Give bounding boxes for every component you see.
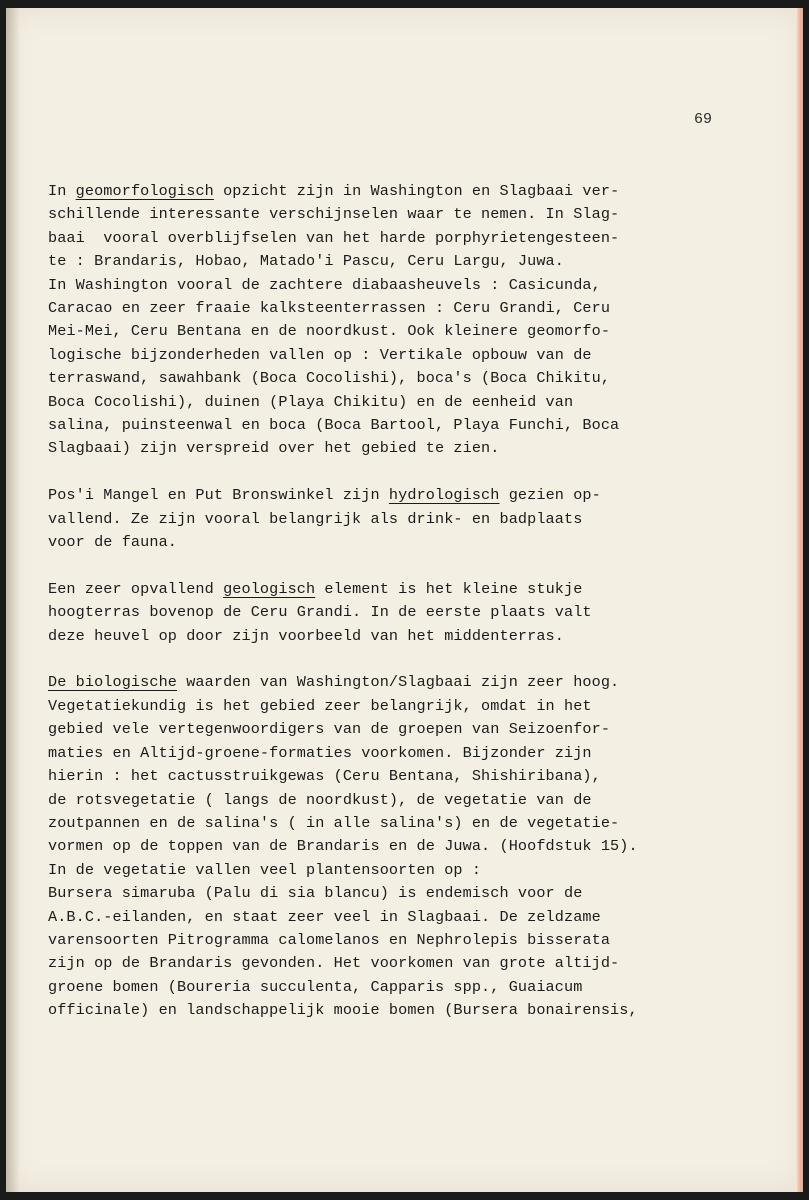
line-text: opzicht zijn in Washington en Slagbaai ver- [213,182,620,200]
text-line [48,906,788,929]
line-text: Slagbaai) zijn verspreid over het gebied te zien. [48,439,500,458]
line-text: Boca Cocolishi), duinen (Playa Chikitu) en de eenheid van [48,392,574,411]
underlined-term: hydrologisch [388,486,500,505]
text-line [48,531,788,554]
text-line [48,437,788,460]
text-line [48,929,788,952]
line-text: zoutpannen en de salina's ( in alle salina's) en de vegetatie- [48,813,620,832]
line-text: Bursera simaruba (Palu di sia blancu) is endemisch voor de [48,884,583,903]
line-text: de rotsvegetatie ( langs de noordkust), de vegetatie van de [48,790,592,809]
text-line [48,859,788,882]
text-line [48,765,788,788]
text-line [48,695,788,718]
text-line [48,671,788,694]
line-text: In Washington vooral de zachtere diabaasheuvels : Casicunda, [48,275,601,294]
underlined-term: geologisch [223,579,316,598]
line-text: waarden van Washington/Slagbaai zijn zeer hoog. [177,673,620,692]
paragraph [48,180,788,461]
line-text: salina, puinsteenwal en boca (Boca Bartool, Playa Funchi, Boca [48,416,620,435]
line-text: gezien op- [499,486,601,505]
line-text: Pos'i Mangel en Put Bronswinkel zijn [48,486,389,505]
line-text: te : Brandaris, Hobao, Matado'i Pascu, Ceru Largu, Juwa. [48,252,564,271]
text-line [48,227,788,250]
text-line [48,578,788,601]
text-line [48,297,788,320]
text-line [48,180,788,203]
line-text: maties en Altijd-groene-formaties voorkomen. Bijzonder zijn [48,743,592,762]
text-line [48,601,788,624]
line-text: deze heuvel op door zijn voorbeeld van het middenterras. [48,626,564,645]
text-line [48,952,788,975]
text-line [48,344,788,367]
text-line [48,484,788,507]
body-text [48,180,788,1046]
paragraph [48,484,788,554]
line-text: officinale) en landschappelijk mooie bomen (Bursera bonairensis, [48,1001,638,1020]
text-line [48,718,788,741]
line-text: In de vegetatie vallen veel plantensoorten op : [48,860,482,879]
text-line [48,274,788,297]
line-text: varensoorten Pitrogramma calomelanos en Nephrolepis bisserata [48,930,611,949]
text-line [48,976,788,999]
text-line [48,508,788,531]
underlined-term: geomorfologisch [75,182,214,200]
line-text: hierin : het cactusstruikgewas (Ceru Bentana, Shishiribana), [48,767,601,786]
text-line [48,625,788,648]
text-line [48,835,788,858]
paragraph [48,578,788,648]
line-text: In [48,182,76,200]
text-line [48,789,788,812]
paragraph [48,671,788,1022]
text-line [48,203,788,226]
page-number: 69 [694,111,713,128]
text-line [48,320,788,343]
line-text: zijn op de Brandaris gevonden. Het voorkomen van grote altijd- [48,954,620,973]
line-text: Een zeer opvallend [48,579,224,598]
line-text: voor de fauna. [48,533,177,552]
line-text: baai vooral overblijfselen van het harde porphyrietengesteen- [48,228,620,247]
line-text: gebied vele vertegenwoordigers van de groepen van Seizoenfor- [48,720,611,739]
line-text: logische bijzonderheden vallen op : Vertikale opbouw van de [48,345,592,364]
line-text: Mei-Mei, Ceru Bentana en de noordkust. Ook kleinere geomorfo- [48,322,611,341]
text-line [48,414,788,437]
page-edge [795,8,803,1192]
line-text: groene bomen (Boureria succulenta, Capparis spp., Guaiacum [48,977,583,996]
line-text: hoogterras bovenop de Ceru Grandi. In de eerste plaats valt [48,603,592,622]
binding-shadow [6,8,20,1192]
text-line [48,999,788,1022]
text-line [48,391,788,414]
text-line [48,367,788,390]
line-text: A.B.C.-eilanden, en staat zeer veel in Slagbaai. De zeldzame [48,907,601,926]
text-line [48,250,788,273]
text-line [48,812,788,835]
line-text: schillende interessante verschijnselen waar te nemen. In Slag- [48,205,620,224]
line-text: vormen op de toppen van de Brandaris en de Juwa. (Hoofdstuk 15). [48,837,638,856]
line-text: element is het kleine stukje [315,579,583,598]
line-text: terraswand, sawahbank (Boca Cocolishi), boca's (Boca Chikitu, [48,369,611,388]
line-text: Caracao en zeer fraaie kalksteenterrassen : Ceru Grandi, Ceru [48,299,611,318]
text-line [48,882,788,905]
document-page [6,8,803,1192]
line-text: Vegetatiekundig is het gebied zeer belangrijk, omdat in het [48,696,592,715]
text-line [48,742,788,765]
line-text: vallend. Ze zijn vooral belangrijk als drink- en badplaats [48,509,583,528]
underlined-term: De biologische [48,673,177,692]
